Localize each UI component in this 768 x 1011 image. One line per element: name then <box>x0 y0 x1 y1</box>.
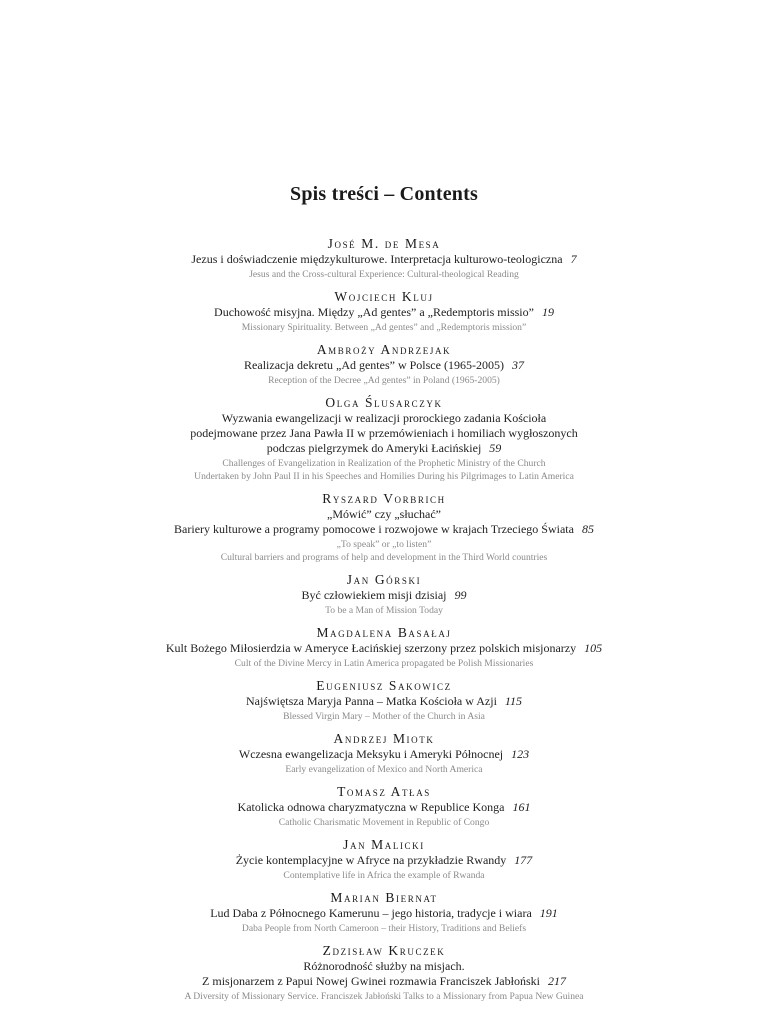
entry-title-pl-text: Kult Bożego Miłosierdzia w Ameryce Łacińskiej szerzony przez polskich misjonarzy <box>165 641 577 655</box>
entry-title-pl-line <box>0 906 768 921</box>
entry-title-en-line: Jesus and the Cross-cultural Experience: Cultural-theological Reading <box>249 269 519 280</box>
entry-title-pl-line <box>0 800 768 815</box>
entry-title-en-line: Cultural barriers and programs of help and development in the Third World countries <box>220 552 548 563</box>
entry-title-pl-line <box>0 522 768 537</box>
entry-title-pl-line <box>0 974 768 989</box>
entry-title-pl-text: Być człowiekiem misji dzisiaj <box>301 588 447 602</box>
entry-title-en <box>0 869 768 882</box>
entry-title-pl-text: „Mówić” czy „słuchać” <box>327 507 441 521</box>
entry-title-pl-line <box>0 694 768 709</box>
entry-title-en <box>0 268 768 281</box>
entry-title-pl <box>0 747 768 762</box>
entry-page-number: 161 <box>512 800 531 814</box>
entry-page-number: 177 <box>514 853 533 867</box>
entry-title-pl-text: Katolicka odnowa charyzmatyczna w Republice Konga <box>237 800 505 814</box>
entry-title-pl-line <box>0 588 768 603</box>
entry-author: Wojciech Kluj <box>334 289 434 304</box>
toc-entry <box>0 784 768 829</box>
entry-page-number: 105 <box>584 641 603 655</box>
entry-title-pl-line <box>0 959 768 974</box>
entry-title-pl-text: Realizacja dekretu „Ad gentes” w Polsce (1965-2005) <box>244 358 504 372</box>
entry-title-pl <box>0 588 768 603</box>
toc-entry <box>0 342 768 387</box>
entry-title-pl-line <box>0 426 768 441</box>
entry-title-en <box>0 374 768 387</box>
toc-entry <box>0 572 768 617</box>
entry-page-number: 19 <box>541 305 554 319</box>
entry-title-en-line: Contemplative life in Africa the example of Rwanda <box>283 870 485 881</box>
entry-title-en-line: Missionary Spirituality. Between „Ad gentes” and „Redemptoris mission” <box>241 322 527 333</box>
entry-title-pl-line <box>0 747 768 762</box>
entry-title-en-line: Cult of the Divine Mercy in Latin America propagated be Polish Missionaries <box>234 658 534 669</box>
page-title: Spis treści – Contents <box>290 183 478 205</box>
entry-title-en <box>0 604 768 617</box>
entry-title-pl-line <box>0 252 768 267</box>
toc-entry <box>0 289 768 334</box>
entry-title-pl <box>0 305 768 320</box>
entry-title-en <box>0 657 768 670</box>
toc-entry <box>0 625 768 670</box>
entry-title-en-line: To be a Man of Mission Today <box>325 605 443 616</box>
entry-title-pl <box>0 358 768 373</box>
entry-author: José M. de Mesa <box>327 236 441 251</box>
toc-entry <box>0 678 768 723</box>
entry-title-pl-text: Wczesna ewangelizacja Meksyku i Ameryki Północnej <box>238 747 504 761</box>
toc-entry <box>0 837 768 882</box>
entry-author: Eugeniusz Sakowicz <box>316 678 452 693</box>
entry-title-pl <box>0 507 768 537</box>
entry-title-pl-line <box>0 411 768 426</box>
entry-title-pl <box>0 853 768 868</box>
entry-title-en <box>0 763 768 776</box>
entry-page-number: 115 <box>504 694 523 708</box>
entry-title-pl-line <box>0 507 768 522</box>
entry-title-pl-text: Jezus i doświadczenie międzykulturowe. Interpretacja kulturowo-teologiczna <box>191 252 563 266</box>
entry-author: Ryszard Vorbrich <box>322 491 446 506</box>
entry-title-pl <box>0 906 768 921</box>
entry-title-pl <box>0 641 768 656</box>
toc-entry <box>0 236 768 281</box>
entry-title-pl-text: Życie kontemplacyjne w Afryce na przykładzie Rwandy <box>235 853 507 867</box>
toc-entry <box>0 395 768 483</box>
entry-title-en-line: Undertaken by John Paul II in his Speeches and Homilies During his Pilgrimages to Latin America <box>194 471 574 482</box>
toc-entry <box>0 943 768 1003</box>
toc-entry <box>0 491 768 564</box>
entry-title-pl <box>0 694 768 709</box>
entry-author: Marian Biernat <box>330 890 438 905</box>
entry-title-pl-line <box>0 641 768 656</box>
entry-title-en <box>0 816 768 829</box>
entry-title-en-line: Catholic Charismatic Movement in Republic of Congo <box>278 817 490 828</box>
entry-title-en <box>0 538 768 564</box>
entry-title-pl-line <box>0 441 768 456</box>
entry-author: Jan Malicki <box>343 837 425 852</box>
entry-title-pl <box>0 800 768 815</box>
entry-title-en-line: „To speak” or „to listen” <box>336 539 432 550</box>
entry-title-en-line: A Diversity of Missionary Service. Franciszek Jabłoński Talks to a Missionary from Papua New Guinea <box>184 991 584 1002</box>
entry-title-pl-text: Duchowość misyjna. Między „Ad gentes” a „Redemptoris missio” <box>214 305 534 319</box>
entry-title-en <box>0 710 768 723</box>
entry-title-pl-line <box>0 853 768 868</box>
entry-title-en-line: Blessed Virgin Mary – Mother of the Church in Asia <box>283 711 485 722</box>
entry-page-number: 37 <box>511 358 524 372</box>
entry-title-pl-text: Najświętsza Maryja Panna – Matka Kościoła w Azji <box>245 694 497 708</box>
entry-page-number: 217 <box>547 974 566 988</box>
entry-author: Magdalena Basałaj <box>316 625 452 640</box>
entry-author: Ambroży Andrzejak <box>316 342 452 357</box>
entry-title-pl-line <box>0 358 768 373</box>
entry-author: Andrzej Miotk <box>333 731 435 746</box>
entry-title-en-line: Daba People from North Cameroon – their History, Traditions and Beliefs <box>241 923 527 934</box>
entry-title-pl-text: Wyzwania ewangelizacji w realizacji prorockiego zadania Kościoła <box>221 411 547 425</box>
entry-author: Olga Ślusarczyk <box>325 395 443 410</box>
entry-page-number: 7 <box>570 252 577 266</box>
entry-page-number: 85 <box>581 522 594 536</box>
entry-title-pl-text: Różnorodność służby na misjach. <box>303 959 465 973</box>
entry-title-en <box>0 321 768 334</box>
entry-title-en-line: Early evangelization of Mexico and North America <box>285 764 483 775</box>
entry-title-en <box>0 922 768 935</box>
entry-author: Tomasz Atłas <box>337 784 431 799</box>
table-of-contents <box>0 236 768 1011</box>
entry-title-pl <box>0 411 768 456</box>
entry-page-number: 99 <box>454 588 467 602</box>
entry-title-pl <box>0 252 768 267</box>
entry-title-pl <box>0 959 768 989</box>
entry-title-pl-text: Lud Daba z Północnego Kamerunu – jego historia, tradycje i wiara <box>210 906 532 920</box>
entry-title-en-line: Challenges of Evangelization in Realization of the Prophetic Ministry of the Church <box>222 458 546 469</box>
entry-title-en <box>0 457 768 483</box>
entry-title-pl-text: Z misjonarzem z Papui Nowej Gwinei rozmawia Franciszek Jabłoński <box>202 974 540 988</box>
entry-author: Zdzisław Kruczek <box>322 943 446 958</box>
toc-entry <box>0 731 768 776</box>
entry-page-number: 123 <box>511 747 530 761</box>
entry-page-number: 191 <box>539 906 558 920</box>
entry-title-en-line: Reception of the Decree „Ad gentes” in Poland (1965-2005) <box>268 375 500 386</box>
entry-title-en <box>0 990 768 1003</box>
entry-author: Jan Górski <box>346 572 422 587</box>
toc-entry <box>0 890 768 935</box>
entry-title-pl-text: podczas pielgrzymek do Ameryki Łacińskiej <box>266 441 482 455</box>
entry-page-number: 59 <box>489 441 502 455</box>
entry-title-pl-text: Bariery kulturowe a programy pomocowe i rozwojowe w krajach Trzeciego Świata <box>174 522 574 536</box>
entry-title-pl-line <box>0 305 768 320</box>
entry-title-pl-text: podejmowane przez Jana Pawła II w przemówieniach i homiliach wygłoszonych <box>190 426 578 440</box>
